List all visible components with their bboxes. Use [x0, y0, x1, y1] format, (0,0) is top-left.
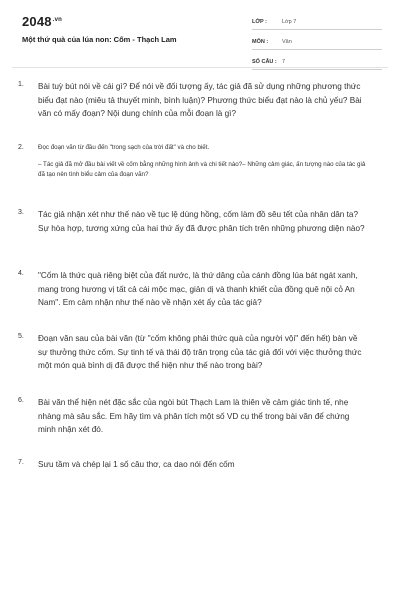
question-number: 3.: [18, 209, 24, 216]
question-number: 6.: [18, 397, 24, 404]
meta-class-value: Lớp 7: [282, 18, 297, 25]
question-number: 7.: [18, 459, 24, 466]
question-item-1: [18, 80, 382, 121]
header-divider: [12, 67, 388, 68]
question-number: 2.: [18, 144, 24, 151]
meta-class-row: [252, 14, 382, 30]
question-text: Bài tuỳ bút nói về cái gì? Để nói về đối tượng ấy, tác giả đã sử dụng những phương thức biểu đạt nào (miêu tả thuyết minh, bình luận)? Phương thức biểu đạt nào là chủ yếu? Bài văn có mấy đoạn? Nội dung chính của mỗi đoạn là gì?: [38, 82, 362, 118]
logo-suffix: .vn: [52, 16, 63, 23]
question-subtext: – Tác giả đã mở đầu bài viết về cốm bằng những hình ảnh và chi tiết nào?– Những cảm giác, ấn tượng nào của tác giả đã tạo nên tình biểu cảm của đoạn văn?: [38, 161, 366, 178]
question-item-2: [18, 143, 382, 180]
site-logo[interactable]: [22, 14, 62, 29]
meta-subject-label: MÔN :: [252, 38, 269, 45]
question-text: Sưu tầm và chép lại 1 số câu thơ, ca dao nói đến cốm: [38, 460, 235, 469]
question-item-5: [18, 332, 382, 373]
worksheet-header: [0, 0, 400, 65]
question-text: "Cốm là thức quà riêng biệt của đất nước, là thứ dâng của cánh đồng lúa bát ngát xanh, mang trong hương vị tất cả cái mộc mạc, giản dị và thanh khiết của đồng quê nội cỏ An Nam". Em cảm nhận như thế nào về nhận xét ấy của tác giả?: [38, 271, 358, 307]
logo-text: 2048: [22, 14, 52, 29]
question-item-7: [18, 458, 382, 472]
question-item-4: [18, 269, 382, 310]
meta-count-value: 7: [282, 58, 286, 65]
question-number: 4.: [18, 270, 24, 277]
meta-class-label: LỚP :: [252, 18, 267, 25]
question-item-6: [18, 396, 382, 437]
meta-panel: [252, 14, 382, 70]
question-text: Bài văn thể hiện nét đặc sắc của ngòi bút Thạch Lam là thiên về cảm giác tinh tế, nhẹ nhàng mà sâu sắc. Em hãy tìm và phân tích một số VD cụ thể trong bài văn để chứng minh nhận xét đó.: [38, 398, 350, 434]
document-title: Một thứ quà của lúa non: Cốm - Thạch Lam: [22, 35, 177, 44]
question-item-3: [18, 208, 382, 235]
question-text: Tác giả nhận xét như thế nào về tục lệ dùng hồng, cốm làm đồ sêu tết của nhân dân ta? Sự hòa hợp, tương xứng của hai thứ ấy đã được phân tích trên những phương diện nào?: [38, 210, 365, 233]
meta-count-label: SỐ CÂU :: [252, 58, 277, 65]
meta-subject-value: Văn: [282, 38, 292, 45]
question-number: 5.: [18, 333, 24, 340]
question-text: Đọc đoạn văn từ đầu đến "trong sạch của trời đất" và cho biết.: [38, 144, 210, 151]
meta-subject-row: [252, 34, 382, 50]
question-number: 1.: [18, 81, 24, 88]
question-text: Đoạn văn sau của bài văn (từ "cốm không phải thức quà của người vội" đến hết) bàn về sự thưởng thức cốm. Sự tinh tế và thái độ trân trọng của tác giả đối với việc thưởng thức một món quà bình dị đã được thể hiện như thế nào trong bài?: [38, 334, 362, 370]
